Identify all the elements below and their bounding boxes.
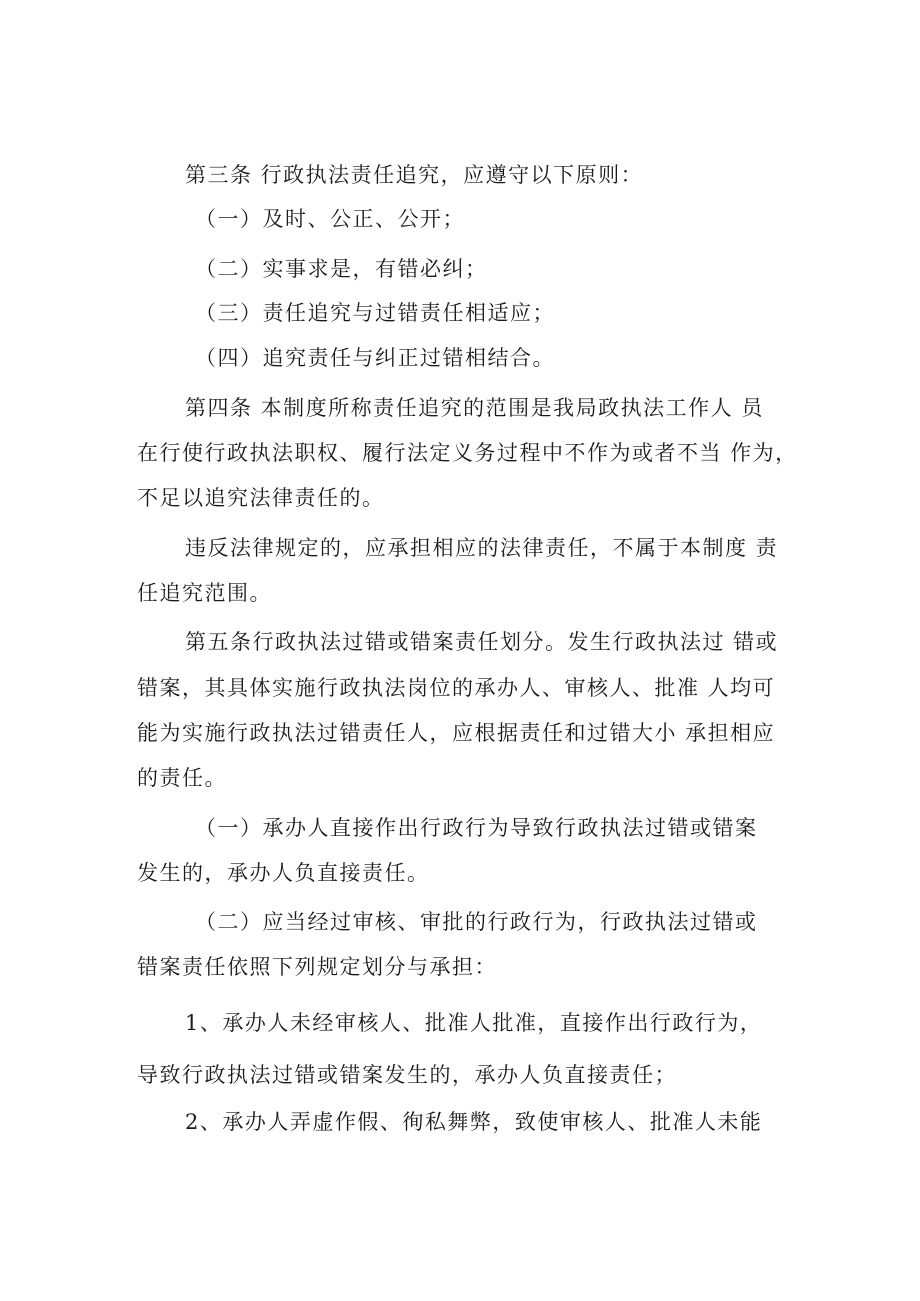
rule-1-line-2: 导致行政执法过错或错案发生的，承办人负直接责任； [137,1063,677,1087]
article-4-para-2-line-1: 违反法律规定的，应承担相应的法律责任，不属于本制度 责 [185,536,779,560]
principle-4: （四）追究责任与纠正过错相结合。 [195,346,555,370]
principle-2: （二）实事求是，有错必纠； [195,257,488,281]
item-1-line-2: 发生的，承办人负直接责任。 [137,861,430,885]
article-5-line-4: 的责任。 [137,766,227,790]
item-1-line-1: （一）承办人直接作出行政行为导致行政执法过错或错案 [195,816,758,840]
article-4-line-2: 在行使行政执法职权、履行法定义务过程中不作为或者不当 作为， [137,441,798,465]
principle-3: （三）责任追究与过错责任相适应； [195,301,555,325]
rule-1-line-1: 1、承办人未经审核人、批准人批准，直接作出行政行为， [185,1011,763,1035]
item-2-line-1: （二）应当经过审核、审批的行政行为，行政执法过错或 [195,910,758,934]
article-4-line-1: 第四条 本制度所称责任追究的范围是我局政执法工作人 员 [185,396,764,420]
article-5-line-1: 第五条行政执法过错或错案责任划分。发生行政执法过 错或 [185,630,779,654]
article-3-heading: 第三条 行政执法责任追究，应遵守以下原则： [185,163,644,187]
rule-2-line-1: 2、承办人弄虚作假、徇私舞弊，致使审核人、批准人未能 [185,1110,763,1134]
article-4-line-3: 不足以追究法律责任的。 [137,486,385,510]
article-5-line-2: 错案，其具体实施行政执法岗位的承办人、审核人、批准 人均可 [137,676,776,700]
principle-1: （一）及时、公正、公开； [195,207,465,231]
article-4-para-2-line-2: 任追究范围。 [137,581,272,605]
item-2-line-2: 错案责任依照下列规定划分与承担： [137,955,497,979]
article-5-line-3: 能为实施行政执法过错责任人，应根据责任和过错大小 承担相应 [137,721,776,745]
